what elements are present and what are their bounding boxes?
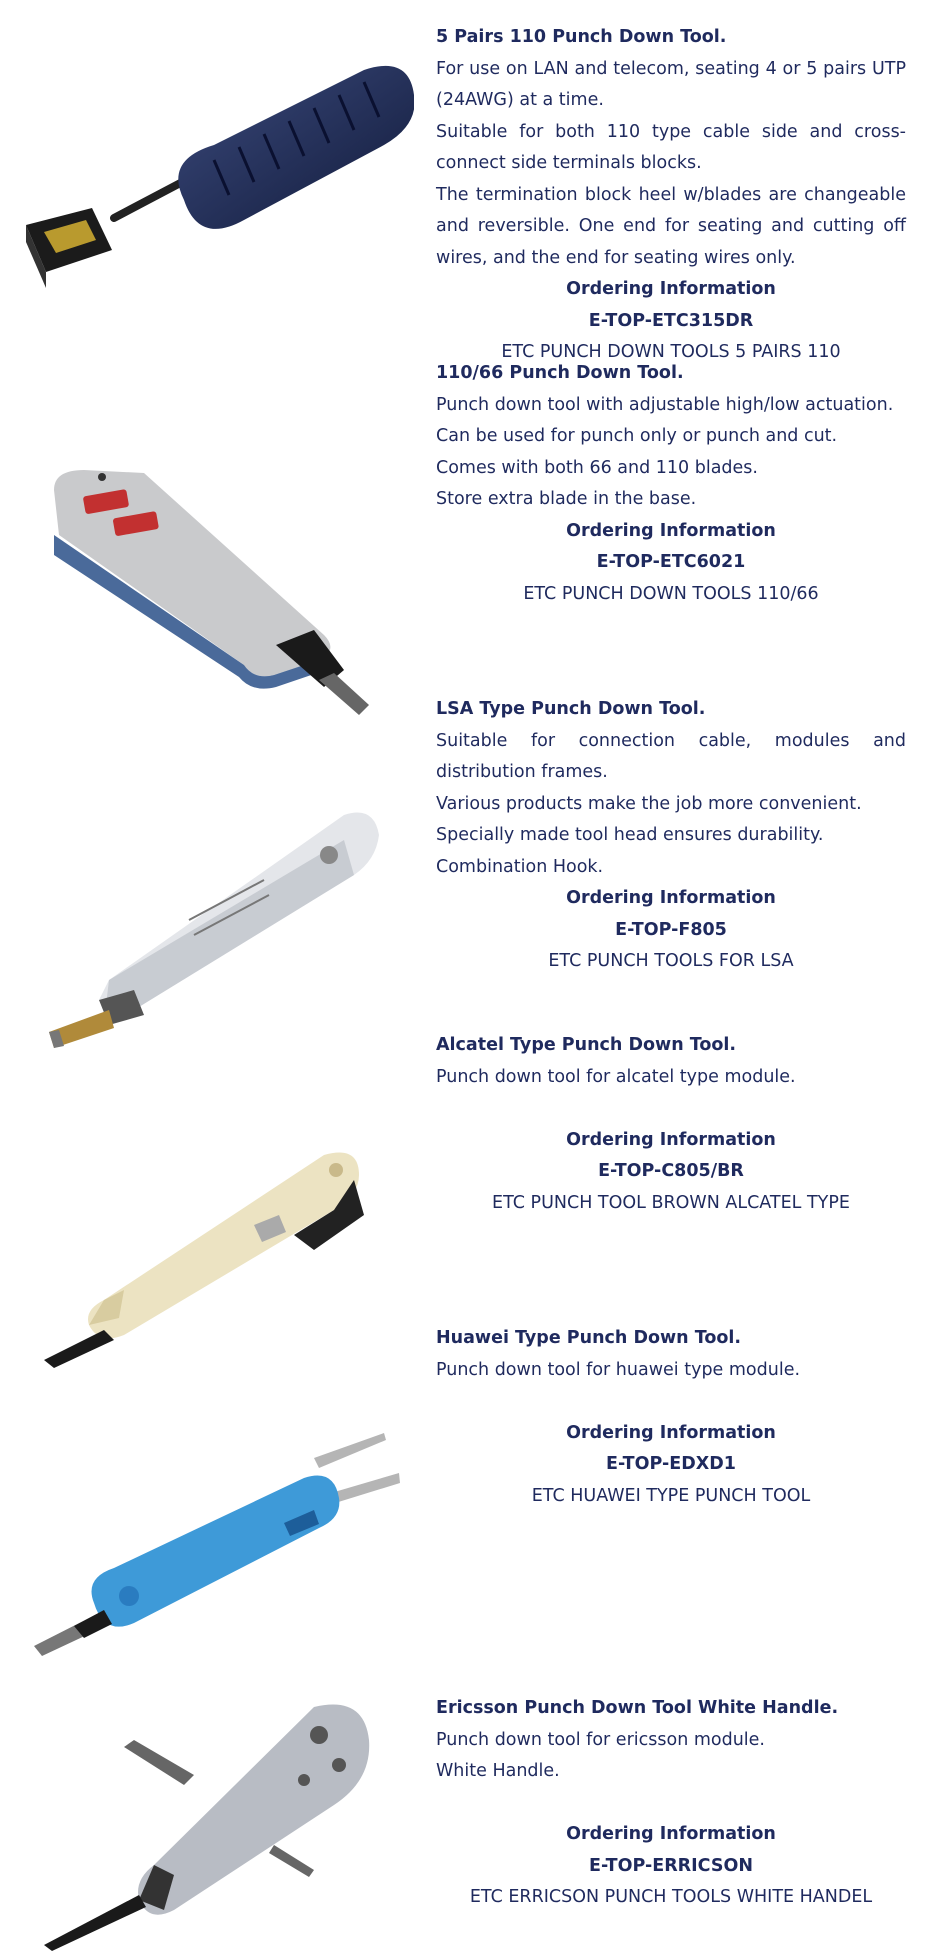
product-1-description xyxy=(436,22,906,369)
punch-tool-ericsson-image xyxy=(14,1695,414,1951)
product-code: E-TOP-F805 xyxy=(615,919,727,940)
ordering-info xyxy=(436,883,906,978)
product-title: Alcatel Type Punch Down Tool. xyxy=(436,1035,737,1055)
product-4-description xyxy=(436,1030,906,1219)
ordering-label: Ordering Information xyxy=(566,1129,776,1150)
spacer xyxy=(436,1788,906,1820)
product-name: ETC HUAWEI TYPE PUNCH TOOL xyxy=(531,1485,811,1506)
product-line: For use on LAN and telecom, seating 4 or 5 pairs UTP (24AWG) at a time. xyxy=(436,58,906,110)
ordering-label: Ordering Information xyxy=(566,520,776,541)
punch-tool-5pair-110-image xyxy=(14,50,414,350)
product-title: Ericsson Punch Down Tool White Handle. xyxy=(436,1698,839,1718)
ordering-info xyxy=(436,1125,906,1220)
product-name: ETC ERRICSON PUNCH TOOLS WHITE HANDEL xyxy=(469,1887,873,1907)
product-title: 5 Pairs 110 Punch Down Tool. xyxy=(436,27,727,47)
ordering-label: Ordering Information xyxy=(566,888,776,908)
product-line: Store extra blade in the base. xyxy=(436,489,697,509)
product-line: Punch down tool for ericsson module. xyxy=(436,1729,765,1750)
product-title: Huawei Type Punch Down Tool. xyxy=(436,1328,742,1348)
product-name: ETC PUNCH DOWN TOOLS 5 PAIRS 110 xyxy=(501,342,841,362)
product-line: White Handle. xyxy=(436,1761,560,1781)
spacer xyxy=(436,1093,906,1125)
product-line: The termination block heel w/blades are changeable and reversible. One end for seating and cutting off wires, and the end for seating wires only. xyxy=(436,184,906,268)
product-code: E-TOP-ETC6021 xyxy=(596,552,746,572)
product-title: LSA Type Punch Down Tool. xyxy=(436,699,706,719)
product-5-description xyxy=(436,1323,906,1512)
product-line: Punch down tool with adjustable high/low actuation. xyxy=(436,394,894,415)
product-line: Punch down tool for huawei type module. xyxy=(436,1359,801,1380)
punch-tool-huawei-image xyxy=(14,1428,414,1658)
ordering-info xyxy=(436,1819,906,1914)
ordering-label: Ordering Information xyxy=(566,1422,776,1443)
product-line: Specially made tool head ensures durability. xyxy=(436,825,824,845)
product-line: Punch down tool for alcatel type module. xyxy=(436,1066,796,1087)
product-name: ETC PUNCH TOOL BROWN ALCATEL TYPE xyxy=(492,1192,850,1213)
product-title: 110/66 Punch Down Tool. xyxy=(436,363,684,383)
product-6-description xyxy=(436,1693,906,1914)
product-line: Comes with both 66 and 110 blades. xyxy=(436,457,758,478)
product-line: Suitable for connection cable, modules and distribution frames. xyxy=(436,730,906,782)
product-code: E-TOP-EDXD1 xyxy=(606,1454,736,1474)
product-name: ETC PUNCH TOOLS FOR LSA xyxy=(548,951,794,971)
product-line: Combination Hook. xyxy=(436,856,604,877)
punch-tool-lsa-image xyxy=(14,800,414,1060)
product-code: E-TOP-ETC315DR xyxy=(588,310,754,331)
ordering-info xyxy=(436,274,906,369)
ordering-label: Ordering Information xyxy=(566,1824,776,1844)
spacer xyxy=(436,1386,906,1418)
product-line: Suitable for both 110 type cable side and cross-connect side terminals blocks. xyxy=(436,121,906,173)
ordering-info xyxy=(436,1418,906,1513)
punch-tool-alcatel-image xyxy=(14,1140,414,1370)
product-2-description xyxy=(436,358,906,610)
product-code: E-TOP-C805/BR xyxy=(598,1161,744,1181)
product-code: E-TOP-ERRICSON xyxy=(589,1855,753,1876)
product-3-description xyxy=(436,694,906,978)
product-line: Various products make the job more convenient. xyxy=(436,793,862,814)
product-line: Can be used for punch only or punch and cut. xyxy=(436,426,838,446)
ordering-info xyxy=(436,516,906,611)
ordering-label: Ordering Information xyxy=(566,279,776,299)
product-name: ETC PUNCH DOWN TOOLS 110/66 xyxy=(523,583,819,604)
punch-tool-110-66-image xyxy=(14,455,414,735)
